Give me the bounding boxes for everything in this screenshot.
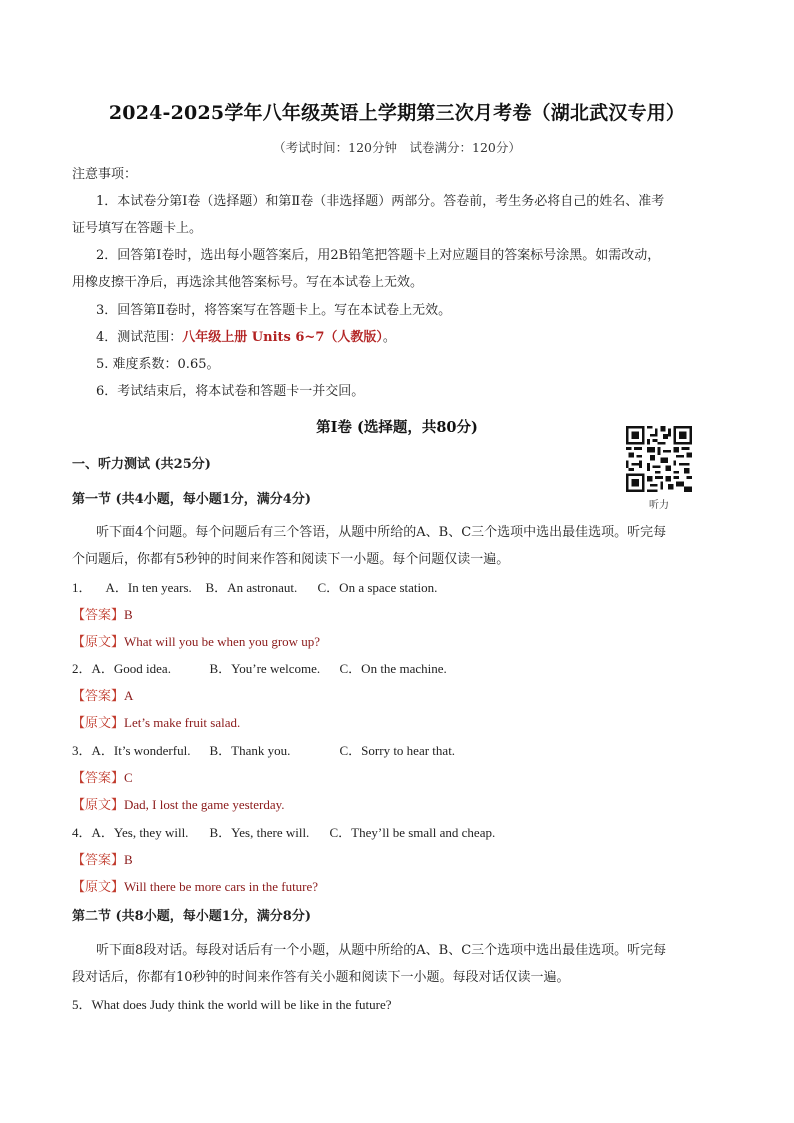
- answer-2: [72, 688, 133, 705]
- answer-label: 【答案】: [72, 608, 125, 623]
- option-a: A．Yes, they will.: [91, 825, 189, 840]
- qr-code-icon[interactable]: [626, 426, 692, 492]
- original-text: Let’s make fruit salad.: [124, 715, 241, 730]
- option-b: B．You’re welcome.: [209, 661, 321, 676]
- option-c: C．On a space station.: [317, 580, 438, 595]
- section1-intro-a: 听下面4个问题。每个问题后有三个答语，从题中所给的A、B、C三个选项中选出最佳选项。听完每: [96, 525, 667, 540]
- question-number: 2．: [72, 661, 92, 676]
- qr-caption: 听力: [649, 500, 669, 511]
- notice-3: 3．回答第Ⅱ卷时，将答案写在答题卡上。写在本试卷上无效。: [96, 303, 452, 318]
- option-c: C．Sorry to hear that.: [339, 743, 456, 758]
- original-4: [72, 879, 318, 896]
- question-2: [72, 661, 447, 677]
- section2-heading: 第二节 (共8小题，每小题1分，满分8分): [72, 909, 311, 924]
- original-text: Dad, I lost the game yesterday.: [124, 797, 285, 812]
- question-4: [72, 825, 495, 841]
- listening-heading: 一、听力测试 (共25分): [72, 457, 211, 472]
- section2-intro-b: 段对话后，你都有10秒钟的时间来作答有关小题和阅读下一小题。每段对话仅读一遍。: [72, 970, 570, 985]
- section1-heading: 第一节 (共4小题，每小题1分，满分4分): [72, 492, 311, 507]
- question-1: [72, 580, 437, 596]
- notice-4-prefix: 4．测试范围：: [96, 330, 183, 345]
- question-5: 5．What does Judy think the world will be like in the future?: [72, 997, 392, 1012]
- original-text: Will there be more cars in the future?: [124, 879, 319, 894]
- option-a: A．It’s wonderful.: [91, 743, 191, 758]
- original-label: 【原文】: [72, 635, 125, 650]
- option-a: A．Good idea.: [91, 661, 171, 676]
- option-b: B．An astronaut.: [205, 580, 298, 595]
- answer-value: C: [124, 770, 133, 785]
- answer-4: [72, 852, 133, 869]
- original-label: 【原文】: [72, 716, 125, 731]
- section1-intro-b: 个问题后，你都有5秒钟的时间来作答和阅读下一小题。每个问题仅读一遍。: [72, 552, 510, 567]
- answer-label: 【答案】: [72, 853, 125, 868]
- question-number: 3．: [72, 743, 92, 758]
- question-number: 1．: [72, 580, 92, 595]
- exam-info: （考试时间：120分钟 试卷满分：120分）: [273, 140, 521, 155]
- answer-3: [72, 770, 133, 787]
- option-c: C．They’ll be small and cheap.: [329, 825, 496, 840]
- section2-intro-a: 听下面8段对话。每段对话后有一个小题，从题中所给的A、B、C三个选项中选出最佳选项。听完每: [96, 943, 667, 958]
- question-number: 4．: [72, 825, 92, 840]
- answer-label: 【答案】: [72, 771, 125, 786]
- test-scope: 八年级上册 Units 6~7（人教版）: [182, 330, 383, 345]
- question-3: [72, 743, 455, 759]
- notice-4: [96, 330, 396, 346]
- notice-5: 5. 难度系数：0.65。: [96, 357, 220, 372]
- original-label: 【原文】: [72, 880, 125, 895]
- notice-1b: 证号填写在答题卡上。: [72, 221, 203, 236]
- part1-title: 第Ⅰ卷 (选择题，共80分): [316, 419, 478, 436]
- option-b: B．Yes, there will.: [209, 825, 310, 840]
- notice-heading: 注意事项：: [72, 167, 138, 182]
- answer-value: B: [124, 852, 133, 867]
- option-a: A．In ten years.: [105, 580, 192, 595]
- answer-1: [72, 607, 133, 624]
- option-c: C．On the machine.: [339, 661, 447, 676]
- notice-6: 6．考试结束后，将本试卷和答题卡一并交回。: [96, 384, 365, 399]
- notice-1a: 1．本试卷分第Ⅰ卷（选择题）和第Ⅱ卷（非选择题）两部分。答卷前，考生务必将自己的姓名、准考: [96, 194, 665, 209]
- option-b: B．Thank you.: [209, 743, 291, 758]
- notice-4-suffix: 。: [382, 330, 396, 345]
- original-text: What will you be when you grow up?: [124, 634, 321, 649]
- original-label: 【原文】: [72, 798, 125, 813]
- original-3: [72, 797, 285, 814]
- answer-label: 【答案】: [72, 689, 125, 704]
- notice-2a: 2．回答第Ⅰ卷时，选出每小题答案后，用2B铅笔把答题卡上对应题目的答案标号涂黑。如需改动，: [96, 248, 661, 263]
- answer-value: B: [124, 607, 133, 622]
- answer-value: A: [124, 688, 134, 703]
- notice-2b: 用橡皮擦干净后，再选涂其他答案标号。写在本试卷上无效。: [72, 275, 424, 290]
- original-2: [72, 715, 240, 732]
- original-1: [72, 634, 320, 651]
- page-title: 2024-2025学年八年级英语上学期第三次月考卷（湖北武汉专用）: [108, 102, 686, 124]
